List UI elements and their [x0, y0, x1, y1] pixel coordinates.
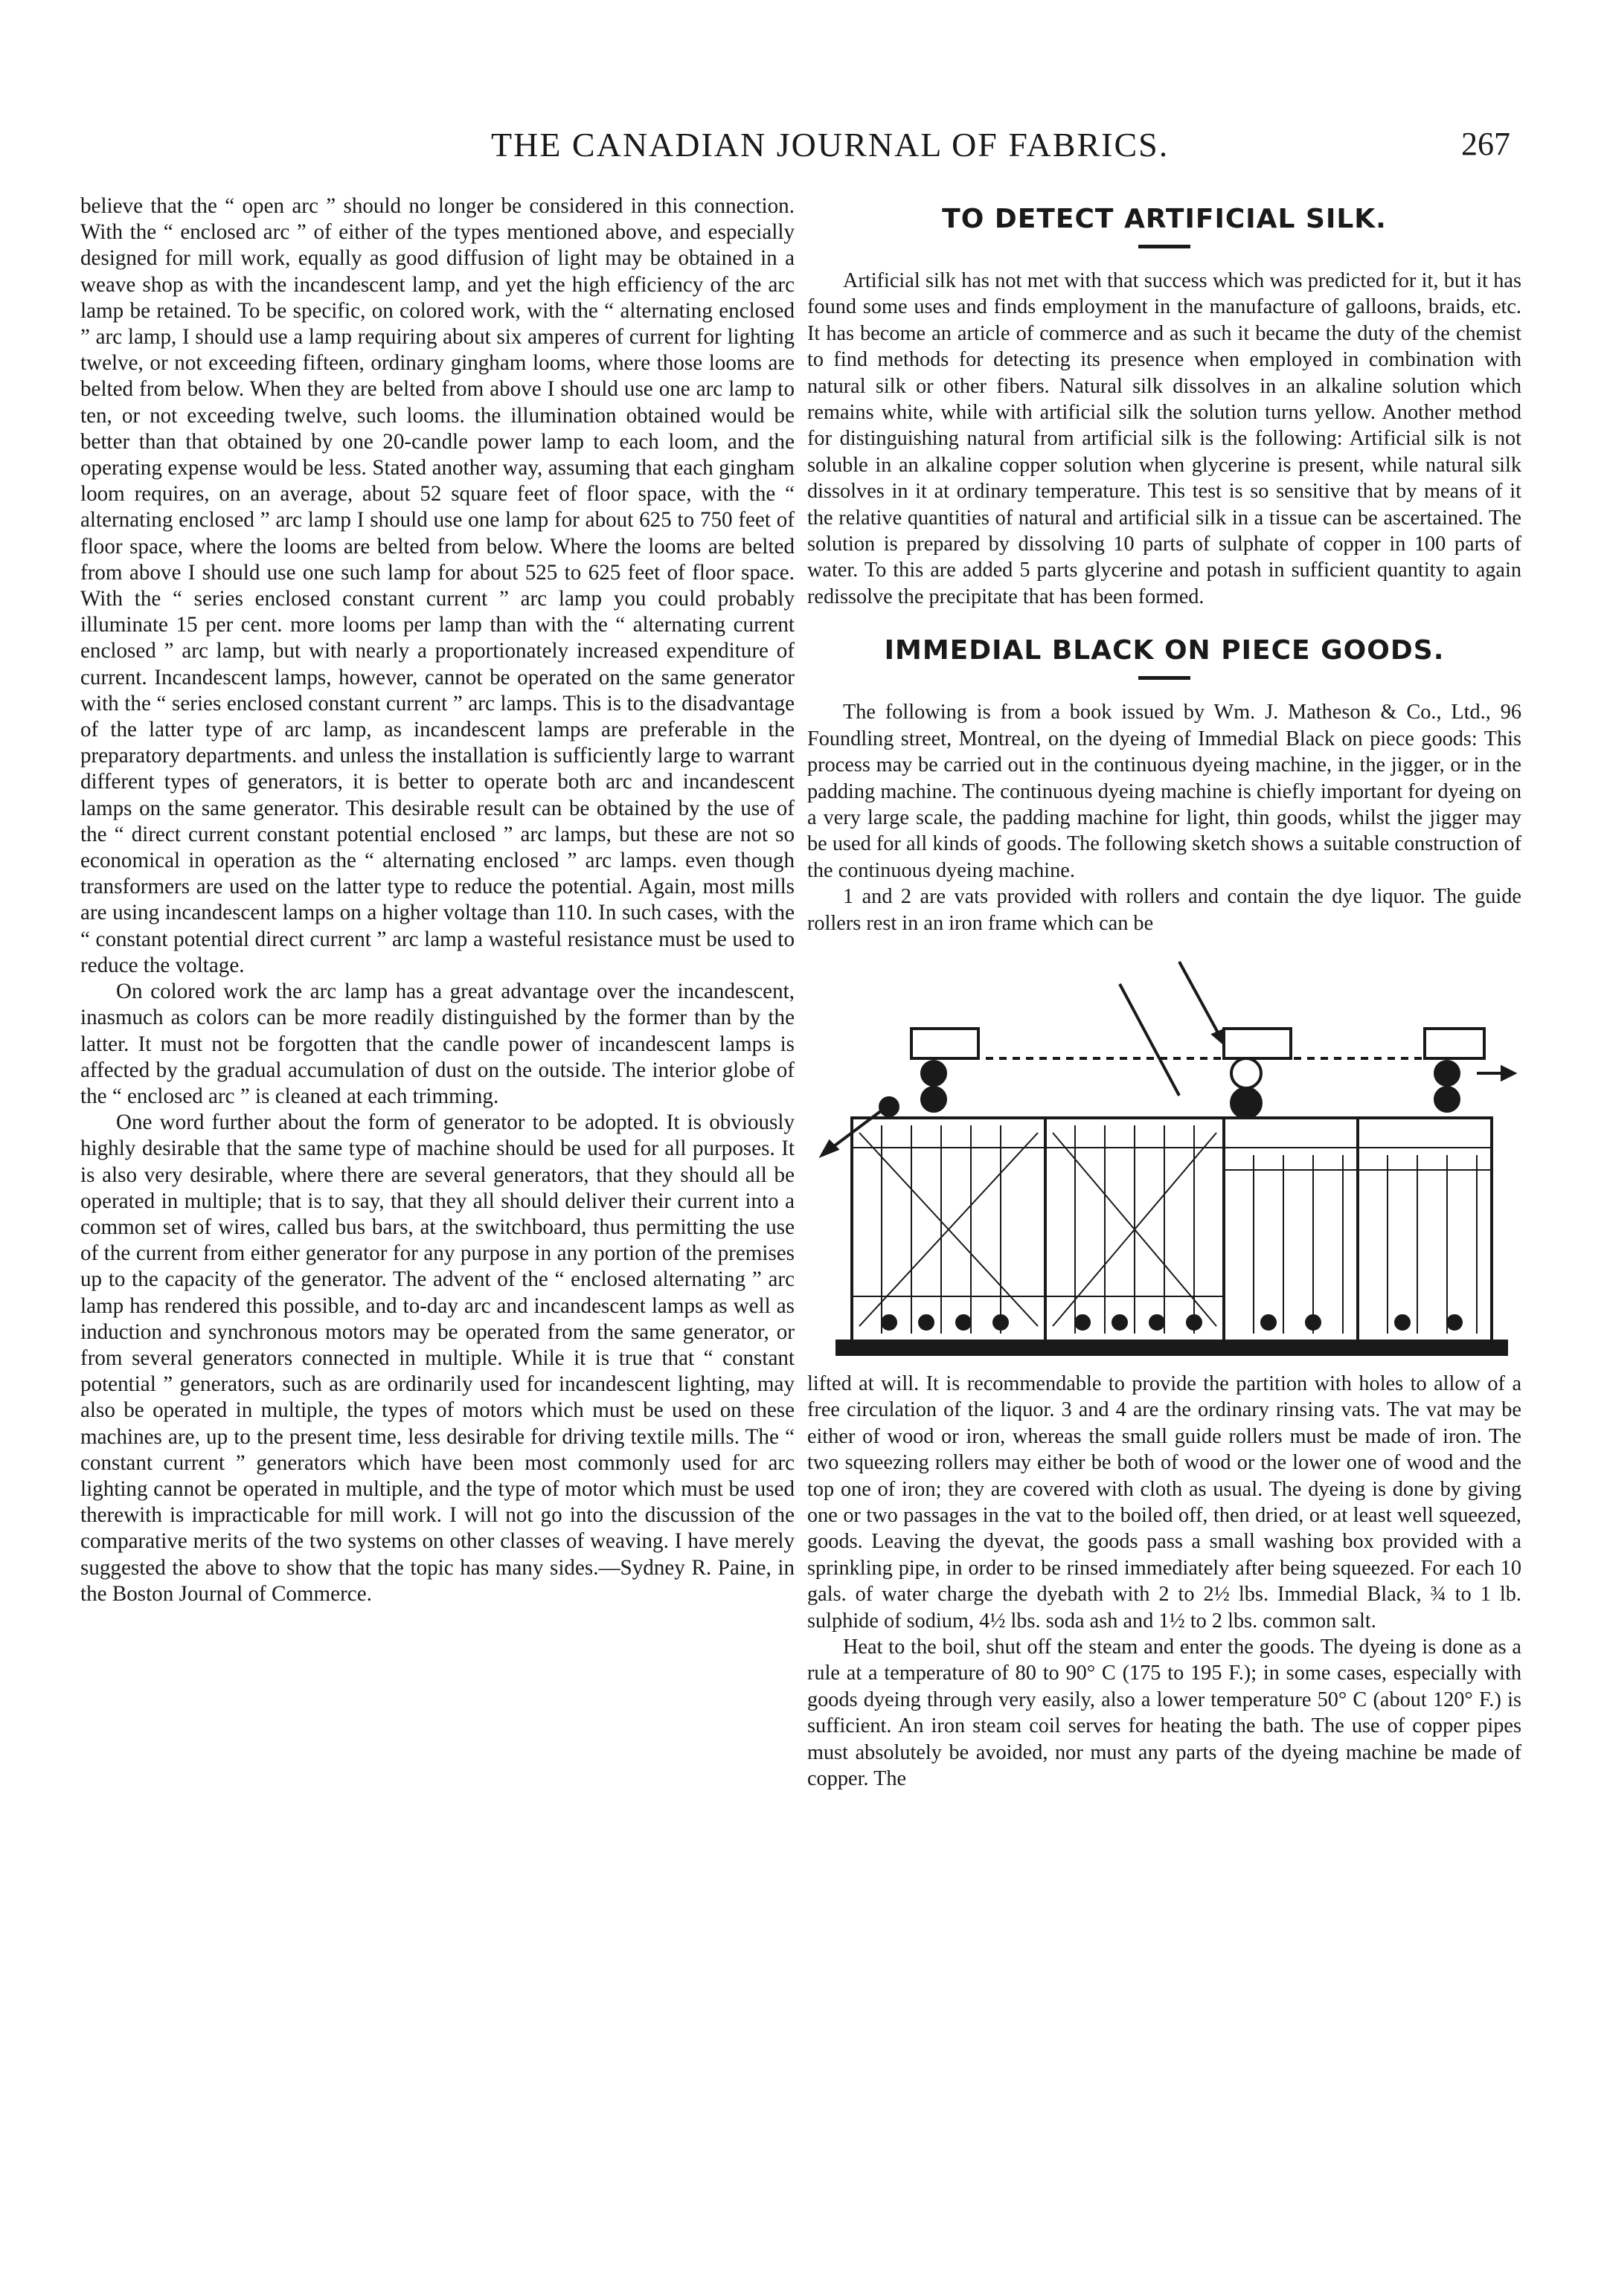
article-artificial-silk: [807, 204, 1521, 610]
page-number: 267: [1461, 126, 1510, 162]
running-head: [0, 119, 1607, 179]
guide-roller: [922, 1061, 946, 1085]
paragraph: 1 and 2 are vats provided with rollers and contain the dye liquor. The guide rollers rest in an iron frame which can be: [807, 885, 1521, 935]
paragraph: The following is from a book issued by Wm. J. Matheson & Co., Ltd., 96 Foundling street, Montreal, on the dyeing of Immedial Black on piece goods: This process may be carried out in the continuous dyeing machine, in the jigger, or in the padding machine. The continuous dyeing machine is chiefly important for dyeing on a very large scale, the padding machine for light, thin goods, whilst the jigger may be used for all kinds of goods. The following sketch shows a suitable construction of the continuous dyeing machine.: [807, 701, 1521, 882]
paragraph: On colored work the arc lamp has a great advantage over the incandescent, inasmuch as colors can be more readily distinguished by the former than by the latter. It must not be forgotten that the candle power of incandescent lamps is affected by the gradual accumulation of dust on the outside. The interior globe of the “ enclosed arc ” is cleaned at each trimming.: [80, 980, 795, 1108]
guide-roller: [1435, 1061, 1459, 1085]
paragraph: Heat to the boil, shut off the steam and enter the goods. The dyeing is done as a rule at a temperature of 80 to 90° C (175 to 195 F.); in some cases, especially with goods dyeing through very easily, also a lower temperature 50° C (about 120° F.) is sufficient. An iron steam coil serves for heating the bath. The use of copper pipes must absolutely be avoided, nor must any parts of the dyeing machine be made of copper. The: [807, 1636, 1521, 1791]
article-immedial-black: [807, 635, 1521, 1792]
roller-frame: [1224, 1029, 1291, 1058]
dyeing-machine-figure: [807, 947, 1521, 1363]
paragraph: believe that the “ open arc ” should no longer be considered in this connection. With the “ enclosed arc ” of either of the types mentioned above, and especially designed for mill work, equally as good diffusion of light may be obtained in a weave shop as with the incandescent lamp, and yet the high efficiency of the arc lamp be retained. To be specific, on colored work, with the “ alternating enclosed ” arc lamp, I should use a lamp requiring about six amperes of current for lighting twelve, or not exceeding fifteen, ordinary gingham looms, where those looms are belted from below. When they are belted from above I should use one arc lamp to ten, or not exceeding twelve, such looms. the illumination obtained would be better than that obtained by one 20-candle power lamp to each loom, and the operating expense would be less. Stated another way, assuming that each gingham loom requires, on an average, about 52 square feet of floor space, with the “ alternating enclosed ” arc lamp I should use one lamp for about 625 to 750 feet of floor space, where the looms are belted from below. Where the looms are belted from above I should use one such lamp for about 525 to 625 feet of floor space. With the “ series enclosed constant current ” arc lamp you could probably illuminate 15 per cent. more looms per lamp than with the “ alternating current enclosed ” arc lamp, but with nearly a proportionately increased expenditure of current. Incandescent lamps, however, cannot be operated on the same generator with the “ series enclosed constant current ” arc lamps. This is to the disadvantage of the latter type of arc lamp, as incandescent lamps are preferable in the preparatory departments. and unless the installation is sufficiently large to warrant different types of generators, it is better to operate both arc and incandescent lamps on the same generator. This desirable result can be obtained by the use of the “ direct current constant potential enclosed ” arc lamps, but these are not so economical in operation as the “ alternating enclosed ” arc lamps. even though transformers are used on the latter type to reduce the potential. Again, most mills are using incandescent lamps on a higher voltage than 110. In such cases, with the “ constant potential direct current ” arc lamp a wasteful resistance must be used to reduce the voltage.: [80, 194, 795, 977]
roller-frame: [911, 1029, 978, 1058]
paragraph: One word further about the form of generator to be adopted. It is obviously highly desirable that the same type of machine should be used for all purposes. It is also very desirable, where there are several generators, that they should all be operated in multiple; that is to say, that they all should deliver their current into a common set of wires, called bus bars, at the switchboard, thus permitting the use of the current from either generator for any purpose in any portion of the premises up to the capacity of the generator. The advent of the “ enclosed alternating ” arc lamp has rendered this possible, and to-day arc and incandescent lamps as well as induction and synchronous motors may be operated from the same generator, or from several generators connected in multiple. While it is true that “ constant potential ” generators, such as are ordinarily used for incandescent lighting, may also be operated in multiple, the types of motors which must be used on these machines are, up to the present time, less desirable for driving textile mills. The “ constant current ” generators which have been most commonly used for arc lighting cannot be operated in multiple, and the type of motor which must be used therewith is impracticable for mill work. I will not go into the discussion of the comparative merits of the two systems on other classes of weaving. I have merely suggested the above to show that the topic has many sides.—Sydney R. Paine, in the Boston Journal of Commerce.: [80, 1110, 795, 1606]
guide-roller: [922, 1087, 946, 1111]
right-column: [807, 193, 1521, 1792]
heading-rule: [1138, 676, 1190, 680]
guide-roller: [1435, 1087, 1459, 1111]
left-column: [80, 193, 795, 1607]
squeezing-roller: [1231, 1058, 1261, 1088]
article-heading: IMMEDIAL BLACK ON PIECE GOODS.: [884, 635, 1445, 666]
article-heading: TO DETECT ARTIFICIAL SILK.: [942, 204, 1387, 234]
squeezing-roller: [1231, 1088, 1261, 1118]
roller-frame: [1425, 1029, 1484, 1058]
machine-base: [837, 1341, 1507, 1354]
heading-rule: [1138, 245, 1190, 248]
paragraph: lifted at will. It is recommendable to provide the partition with holes to allow of a free circulation of the liquor. 3 and 4 are the ordinary rinsing vats. The vat may be either of wood or iron, whereas the small guide rollers must be made of iron. The two squeezing rollers may either be both of wood or the lower one of wood and the top one of iron; they are covered with cloth as usual. The dyeing is done by giving one or two passages in the vat to the boiled off, then dried, or at least well squeezed, goods. Leaving the dyevat, the goods pass a small washing box provided with a sprinkling pipe, in order to be rinsed immediately after being squeezed. For each 10 gals. of water charge the dyebath with 2 to 2½ lbs. Immedial Black, ¾ to 1 lb. sulphide of sodium, 4½ lbs. soda ash and 1½ to 2 lbs. common salt.: [807, 1372, 1521, 1633]
journal-title: THE CANADIAN JOURNAL OF FABRICS.: [491, 126, 1170, 164]
dyeing-machine-sketch: [807, 947, 1521, 1363]
entry-roller: [880, 1098, 898, 1116]
paragraph: Artificial silk has not met with that success which was predicted for it, but it has found some uses and finds employment in the manufacture of galloons, braids, etc. It has become an article of commerce and as such it became the duty of the chemist to find methods for detecting its presence when employed in combination with natural silk or other fibers. Natural silk dissolves in an alkaline solution which remains white, while with artificial silk the solution turns yellow. Another method for distinguishing natural from artificial silk is the following: Artificial silk is not soluble in an alkaline copper solution when glycerine is present, while natural silk dissolves in it at ordinary temperature. This test is so sensitive that by means of it the relative quantities of natural and artificial silk in a tissue can be ascertained. The solution is prepared by dissolving 10 parts of sulphate of copper in 100 parts of water. To this are added 5 parts glycerine and potash in sufficient quantity to again redissolve the precipitate that has been formed.: [807, 269, 1521, 608]
